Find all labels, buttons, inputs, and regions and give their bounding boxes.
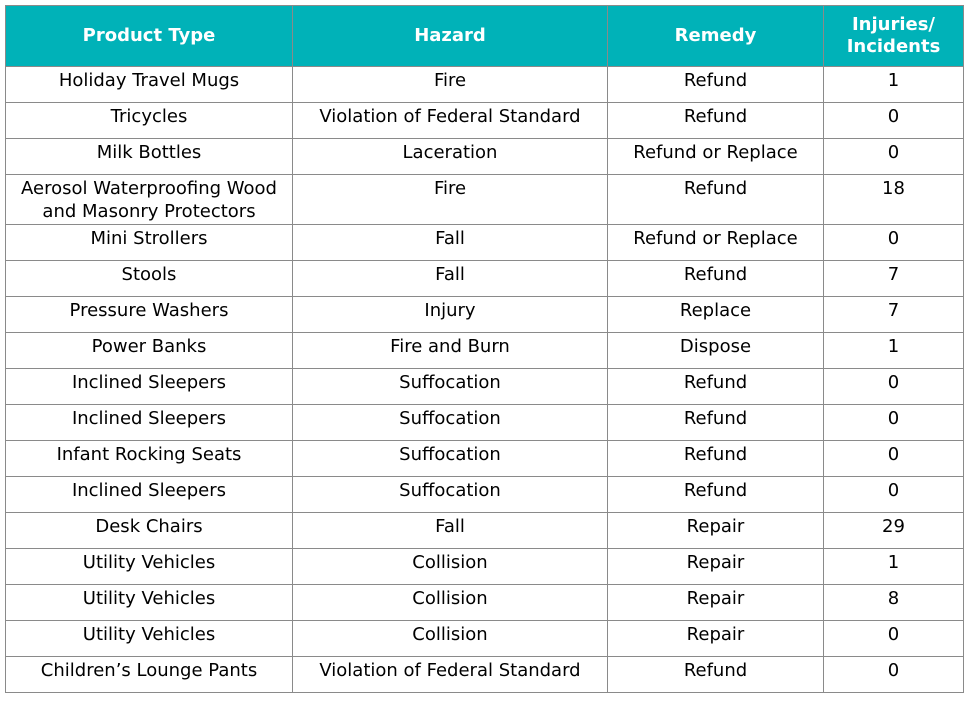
- cell-hazard: Violation of Federal Standard: [293, 103, 608, 139]
- cell-product-type: Utility Vehicles: [6, 549, 293, 585]
- cell-product-type: Holiday Travel Mugs: [6, 67, 293, 103]
- cell-remedy: Dispose: [608, 333, 824, 369]
- cell-injuries-incidents: 1: [824, 67, 964, 103]
- table-row: [6, 657, 964, 693]
- cell-injuries-incidents: 0: [824, 405, 964, 441]
- cell-remedy: Refund: [608, 67, 824, 103]
- cell-product-type: Inclined Sleepers: [6, 477, 293, 513]
- table-row: [6, 261, 964, 297]
- cell-remedy: Refund: [608, 261, 824, 297]
- table-row: [6, 441, 964, 477]
- cell-injuries-incidents: 0: [824, 621, 964, 657]
- cell-product-type: Children’s Lounge Pants: [6, 657, 293, 693]
- cell-remedy: Refund or Replace: [608, 139, 824, 175]
- cell-hazard: Fire: [293, 67, 608, 103]
- table-row: [6, 477, 964, 513]
- table-row: [6, 175, 964, 225]
- cell-hazard: Violation of Federal Standard: [293, 657, 608, 693]
- cell-remedy: Refund: [608, 657, 824, 693]
- cell-hazard: Suffocation: [293, 405, 608, 441]
- table-row: [6, 333, 964, 369]
- cell-hazard: Collision: [293, 549, 608, 585]
- cell-injuries-incidents: 0: [824, 103, 964, 139]
- cell-remedy: Repair: [608, 513, 824, 549]
- cell-remedy: Repair: [608, 549, 824, 585]
- cell-remedy: Refund or Replace: [608, 225, 824, 261]
- cell-product-type: Stools: [6, 261, 293, 297]
- cell-injuries-incidents: 0: [824, 477, 964, 513]
- cell-hazard: Fall: [293, 225, 608, 261]
- table-row: [6, 369, 964, 405]
- cell-product-type: Utility Vehicles: [6, 621, 293, 657]
- cell-hazard: Injury: [293, 297, 608, 333]
- cell-hazard: Fire: [293, 175, 608, 225]
- cell-remedy: Replace: [608, 297, 824, 333]
- cell-injuries-incidents: 0: [824, 369, 964, 405]
- cell-injuries-incidents: 0: [824, 657, 964, 693]
- header-injuries-incidents: Injuries/ Incidents: [824, 6, 964, 67]
- cell-product-type: Mini Strollers: [6, 225, 293, 261]
- cell-remedy: Refund: [608, 441, 824, 477]
- cell-hazard: Fall: [293, 261, 608, 297]
- cell-injuries-incidents: 7: [824, 297, 964, 333]
- cell-injuries-incidents: 1: [824, 549, 964, 585]
- cell-injuries-incidents: 29: [824, 513, 964, 549]
- header-hazard: Hazard: [293, 6, 608, 67]
- table-header: [6, 6, 964, 67]
- cell-injuries-incidents: 0: [824, 441, 964, 477]
- cell-injuries-incidents: 0: [824, 139, 964, 175]
- table-row: [6, 405, 964, 441]
- cell-remedy: Repair: [608, 621, 824, 657]
- cell-injuries-incidents: 18: [824, 175, 964, 225]
- cell-product-type: Desk Chairs: [6, 513, 293, 549]
- cell-hazard: Laceration: [293, 139, 608, 175]
- table-row: [6, 103, 964, 139]
- table-row: [6, 621, 964, 657]
- table-row: [6, 297, 964, 333]
- cell-hazard: Suffocation: [293, 477, 608, 513]
- cell-product-type: Infant Rocking Seats: [6, 441, 293, 477]
- table-row: [6, 585, 964, 621]
- cell-product-type: Pressure Washers: [6, 297, 293, 333]
- table-row: [6, 67, 964, 103]
- header-remedy: Remedy: [608, 6, 824, 67]
- cell-injuries-incidents: 0: [824, 225, 964, 261]
- cell-product-type: Milk Bottles: [6, 139, 293, 175]
- table-row: [6, 139, 964, 175]
- table-row: [6, 549, 964, 585]
- cell-product-type: Inclined Sleepers: [6, 369, 293, 405]
- cell-injuries-incidents: 1: [824, 333, 964, 369]
- cell-remedy: Repair: [608, 585, 824, 621]
- cell-remedy: Refund: [608, 175, 824, 225]
- recall-table: [5, 5, 964, 693]
- cell-product-type: Tricycles: [6, 103, 293, 139]
- cell-hazard: Collision: [293, 621, 608, 657]
- cell-remedy: Refund: [608, 405, 824, 441]
- cell-hazard: Suffocation: [293, 441, 608, 477]
- cell-remedy: Refund: [608, 477, 824, 513]
- cell-hazard: Fire and Burn: [293, 333, 608, 369]
- cell-product-type: Inclined Sleepers: [6, 405, 293, 441]
- cell-product-type: Power Banks: [6, 333, 293, 369]
- header-product-type: Product Type: [6, 6, 293, 67]
- table-row: [6, 225, 964, 261]
- cell-injuries-incidents: 7: [824, 261, 964, 297]
- cell-remedy: Refund: [608, 369, 824, 405]
- cell-product-type: Aerosol Waterproofing Wood and Masonry Protectors: [6, 175, 293, 225]
- cell-hazard: Fall: [293, 513, 608, 549]
- cell-hazard: Suffocation: [293, 369, 608, 405]
- cell-injuries-incidents: 8: [824, 585, 964, 621]
- cell-product-type: Utility Vehicles: [6, 585, 293, 621]
- header-row: [6, 6, 964, 67]
- cell-remedy: Refund: [608, 103, 824, 139]
- cell-hazard: Collision: [293, 585, 608, 621]
- table-row: [6, 513, 964, 549]
- table-body: [6, 67, 964, 693]
